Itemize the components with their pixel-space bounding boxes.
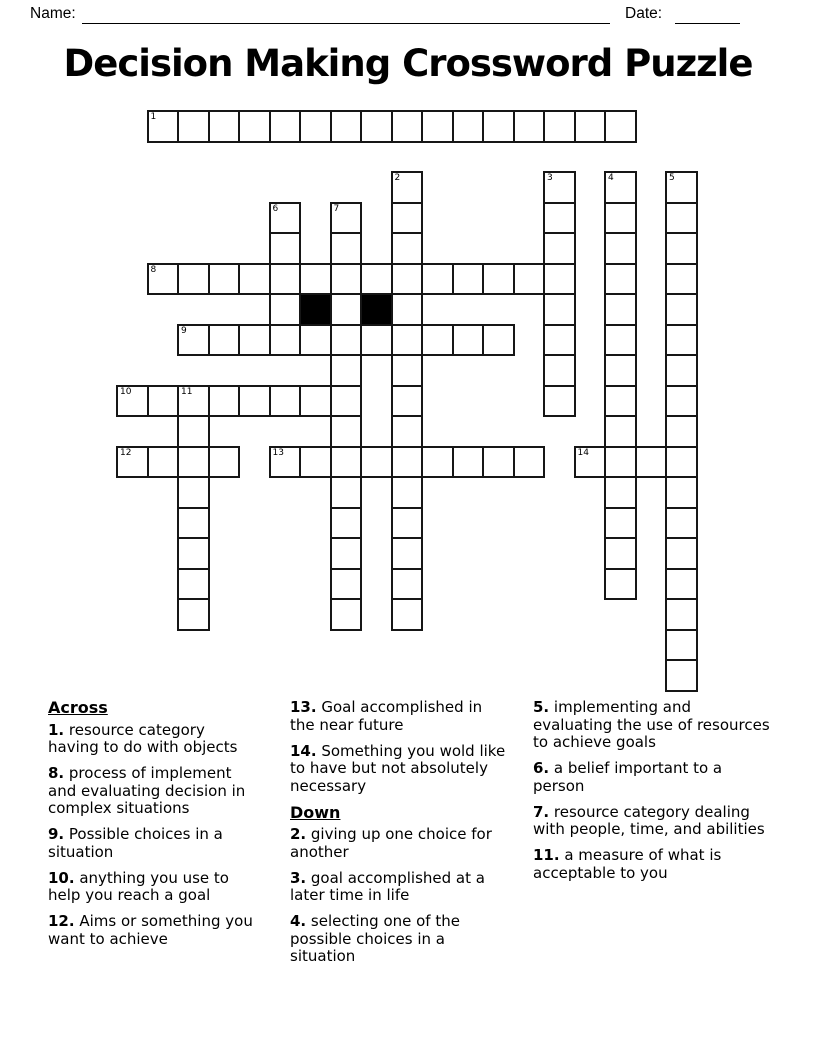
cell-number: 5 (669, 173, 675, 183)
grid-cell[interactable] (177, 385, 210, 418)
grid-cell[interactable] (391, 110, 424, 143)
crossword-grid (117, 111, 697, 691)
grid-cell[interactable] (604, 110, 637, 143)
grid-cell[interactable] (482, 446, 515, 479)
grid-cell[interactable] (665, 171, 698, 204)
grid-cell[interactable] (330, 537, 363, 570)
grid-cell[interactable] (330, 568, 363, 601)
grid-cell[interactable] (208, 385, 241, 418)
grid-cell[interactable] (147, 263, 180, 296)
grid-cell[interactable] (177, 537, 210, 570)
grid-cell[interactable] (391, 385, 424, 418)
clue-2: 2. giving up one choice for another (290, 825, 492, 861)
across-section-header: Across (48, 698, 108, 717)
grid-cell[interactable] (391, 507, 424, 540)
clue-number: 14. (290, 741, 317, 760)
grid-cell[interactable] (482, 110, 515, 143)
grid-cell-black (299, 293, 332, 326)
cell-number: 2 (394, 173, 401, 183)
grid-cell[interactable] (452, 110, 485, 143)
grid-cell[interactable] (177, 110, 210, 143)
grid-cell[interactable] (330, 415, 363, 448)
grid-cell[interactable] (665, 537, 698, 570)
clue-number: 13. (290, 698, 317, 716)
grid-cell[interactable] (330, 293, 363, 326)
grid-cell[interactable] (604, 446, 637, 479)
grid-cell[interactable] (391, 202, 424, 235)
grid-cell[interactable] (177, 415, 210, 448)
grid-cell[interactable] (147, 385, 180, 418)
grid-cell[interactable] (330, 324, 363, 357)
grid-cell[interactable] (665, 202, 698, 235)
grid-cell[interactable] (604, 415, 637, 448)
cell-number: 8 (150, 264, 157, 275)
grid-cell[interactable] (391, 263, 424, 296)
grid-cell[interactable] (330, 507, 363, 540)
clue-number: 6. (533, 759, 550, 777)
clue-11: 11. a measure of what is acceptable to you (533, 846, 722, 882)
grid-cell[interactable] (665, 385, 698, 418)
grid-cell[interactable] (330, 110, 363, 143)
grid-cell[interactable] (177, 507, 210, 540)
grid-cell[interactable] (116, 385, 149, 418)
clue-number: 12. (48, 912, 75, 930)
grid-cell[interactable] (360, 263, 393, 296)
grid-cell[interactable] (665, 507, 698, 540)
clue-number: 3. (290, 868, 307, 887)
grid-cell[interactable] (604, 263, 637, 296)
clue-column-right (533, 699, 771, 891)
grid-cell[interactable] (360, 324, 393, 357)
grid-cell[interactable] (574, 110, 607, 143)
grid-cell[interactable] (299, 324, 332, 357)
page-title: Decision Making Crossword Puzzle (63, 42, 753, 85)
date-label: Date: (625, 5, 663, 22)
grid-cell[interactable] (147, 446, 180, 479)
clue-number: 10. (48, 868, 75, 887)
grid-cell[interactable] (330, 354, 363, 387)
clue-7: 7. resource category dealing with people, time, and abilities (533, 802, 765, 838)
grid-cell[interactable] (543, 110, 576, 143)
down-section-header: Down (290, 802, 341, 822)
clue-6: 6. a belief important to a person (533, 759, 723, 795)
grid-cell[interactable] (360, 446, 393, 479)
grid-cell[interactable] (482, 324, 515, 357)
grid-cell[interactable] (391, 293, 424, 326)
grid-cell[interactable] (543, 171, 576, 204)
grid-cell[interactable] (543, 385, 576, 418)
clue-5: 5. implementing and evaluating the use of resources to achieve goals (533, 698, 770, 751)
grid-cell[interactable] (604, 354, 637, 387)
grid-cell[interactable] (391, 568, 424, 601)
grid-cell[interactable] (269, 263, 302, 296)
grid-cell[interactable] (238, 263, 271, 296)
date-blank-line[interactable] (675, 4, 740, 24)
grid-cell[interactable] (604, 385, 637, 418)
cell-number: 4 (608, 173, 614, 183)
grid-cell[interactable] (421, 324, 454, 357)
name-blank-line[interactable] (82, 4, 610, 24)
cell-number: 13 (272, 447, 284, 458)
grid-cell[interactable] (330, 476, 363, 509)
grid-cell[interactable] (543, 354, 576, 387)
grid-cell[interactable] (391, 171, 424, 204)
grid-cell[interactable] (604, 232, 637, 265)
grid-cell[interactable] (604, 171, 637, 204)
clue-1: 1. resource category having to do with objects (48, 720, 238, 756)
grid-cell[interactable] (147, 110, 180, 143)
clue-10: 10. anything you use to help you reach a goal (48, 868, 229, 904)
grid-cell[interactable] (330, 598, 363, 631)
grid-cell[interactable] (543, 232, 576, 265)
grid-cell[interactable] (391, 232, 424, 265)
grid-cell[interactable] (513, 110, 546, 143)
clue-12: 12. Aims or something you want to achieve (48, 912, 253, 948)
cell-number: 3 (547, 173, 553, 183)
grid-cell[interactable] (330, 446, 363, 479)
grid-cell[interactable] (116, 446, 149, 479)
clue-number: 4. (290, 912, 307, 930)
grid-cell[interactable] (543, 324, 576, 357)
grid-cell[interactable] (635, 446, 668, 479)
grid-cell[interactable] (604, 324, 637, 357)
cell-number: 6 (272, 203, 279, 214)
clue-number: 9. (48, 825, 65, 843)
grid-cell[interactable] (208, 324, 241, 357)
cell-number: 14 (577, 447, 589, 458)
grid-cell[interactable] (238, 385, 271, 418)
worksheet-header (30, 4, 742, 26)
cell-number: 1 (150, 112, 157, 122)
grid-cell[interactable] (604, 476, 637, 509)
grid-cell[interactable] (177, 568, 210, 601)
grid-cell[interactable] (208, 110, 241, 143)
grid-cell[interactable] (421, 263, 454, 296)
grid-cell[interactable] (269, 385, 302, 418)
grid-cell[interactable] (665, 629, 698, 662)
clue-3: 3. goal accomplished at a later time in life (290, 868, 485, 904)
grid-cell[interactable] (452, 324, 485, 357)
grid-cell[interactable] (604, 202, 637, 235)
grid-cell[interactable] (299, 385, 332, 418)
grid-cell[interactable] (452, 263, 485, 296)
grid-cell[interactable] (665, 415, 698, 448)
grid-cell[interactable] (177, 598, 210, 631)
grid-cell[interactable] (574, 446, 607, 479)
grid-cell[interactable] (238, 110, 271, 143)
grid-cell[interactable] (299, 446, 332, 479)
grid-cell[interactable] (543, 202, 576, 235)
grid-cell[interactable] (269, 110, 302, 143)
cell-number: 9 (181, 325, 187, 336)
grid-cell[interactable] (665, 598, 698, 631)
grid-cell[interactable] (269, 324, 302, 357)
grid-cell[interactable] (421, 446, 454, 479)
grid-cell[interactable] (665, 263, 698, 296)
grid-cell[interactable] (269, 446, 302, 479)
grid-cell[interactable] (604, 537, 637, 570)
grid-cell[interactable] (482, 263, 515, 296)
grid-cell[interactable] (299, 110, 332, 143)
grid-cell[interactable] (391, 415, 424, 448)
clue-8: 8. process of implement and evaluating decision in complex situations (48, 764, 246, 817)
grid-cell[interactable] (391, 324, 424, 357)
grid-cell[interactable] (452, 446, 485, 479)
cell-number: 11 (181, 386, 193, 397)
grid-cell[interactable] (665, 354, 698, 387)
grid-cell[interactable] (513, 446, 546, 479)
clue-column-middle (290, 699, 508, 974)
grid-cell[interactable] (208, 263, 241, 296)
clue-number: 5. (533, 698, 550, 716)
clue-number: 11. (533, 846, 560, 864)
clue-14: 14. Something you wold like to have but not absolutely necessary (290, 741, 506, 795)
grid-cell[interactable] (391, 598, 424, 631)
grid-cell[interactable] (177, 446, 210, 479)
cell-number: 12 (120, 447, 132, 458)
grid-cell[interactable] (269, 293, 302, 326)
grid-cell[interactable] (665, 293, 698, 326)
clue-4: 4. selecting one of the possible choices in a situation (290, 912, 460, 965)
grid-cell[interactable] (330, 263, 363, 296)
grid-cell[interactable] (330, 385, 363, 418)
grid-cell[interactable] (360, 110, 393, 143)
grid-cell[interactable] (604, 507, 637, 540)
grid-cell[interactable] (543, 293, 576, 326)
grid-cell[interactable] (604, 293, 637, 326)
clue-number: 1. (48, 720, 65, 739)
grid-cell[interactable] (269, 202, 302, 235)
clue-number: 7. (533, 802, 550, 821)
grid-cell[interactable] (391, 476, 424, 509)
grid-cell[interactable] (513, 263, 546, 296)
grid-cell[interactable] (391, 354, 424, 387)
grid-cell[interactable] (665, 568, 698, 601)
clue-9: 9. Possible choices in a situation (48, 825, 223, 861)
grid-cell[interactable] (177, 263, 210, 296)
grid-cell[interactable] (208, 446, 241, 479)
clue-column-across (48, 699, 260, 957)
grid-cell[interactable] (238, 324, 271, 357)
grid-cell[interactable] (177, 476, 210, 509)
grid-cell[interactable] (330, 232, 363, 265)
grid-cell[interactable] (391, 446, 424, 479)
grid-cell[interactable] (177, 324, 210, 357)
grid-cell[interactable] (665, 232, 698, 265)
grid-cell[interactable] (604, 568, 637, 601)
grid-cell[interactable] (665, 476, 698, 509)
grid-cell[interactable] (299, 263, 332, 296)
grid-cell[interactable] (391, 537, 424, 570)
cell-number: 7 (333, 203, 340, 214)
grid-cell[interactable] (543, 263, 576, 296)
clue-number: 8. (48, 764, 65, 782)
clue-number: 2. (290, 825, 307, 843)
cell-number: 10 (120, 386, 132, 397)
name-label: Name: (30, 5, 76, 22)
grid-cell[interactable] (665, 659, 698, 692)
grid-cell[interactable] (330, 202, 363, 235)
grid-cell[interactable] (665, 324, 698, 357)
grid-cell[interactable] (269, 232, 302, 265)
grid-cell-black (360, 293, 393, 326)
grid-cell[interactable] (665, 446, 698, 479)
clue-13: 13. Goal accomplished in the near future (290, 698, 483, 734)
grid-cell[interactable] (421, 110, 454, 143)
